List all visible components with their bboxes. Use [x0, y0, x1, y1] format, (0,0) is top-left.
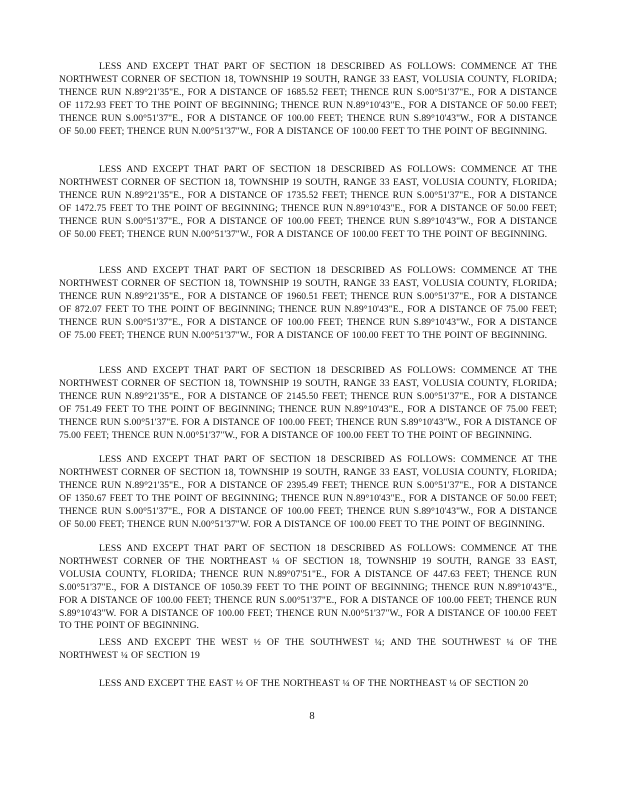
paragraph-8: LESS AND EXCEPT THE EAST ½ OF THE NORTHEAST ¼ OF THE NORTHEAST ¼ OF SECTION 20: [99, 678, 529, 689]
paragraph-4: LESS AND EXCEPT THAT PART OF SECTION 18 DESCRIBED AS FOLLOWS: COMMENCE AT THE NORTHWEST CORNER OF SECTION 18, TOWNSHIP 19 SOUTH, RANGE 33 EAST, VOLUSIA COUNTY, FLORIDA; THENCE RUN N.89°21'35"E., FOR A DISTANCE OF 2145.50 FEET; THENCE RUN S.00°51'37"E., FOR A DISTANCE OF 751.49 FEET TO THE POINT OF BEGINNING; THENCE RUN N.89°10'43"E., FOR A DISTANCE OF 75.00 FEET; THENCE RUN S.00°51'37"E. FOR A DISTANCE OF 100.00 FEET; THENCE RUN S.89°10'43"W., FOR A DISTANCE OF 75.00 FEET; THENCE RUN N.00°51'37"W., FOR A DISTANCE OF 100.00 FEET TO THE POINT OF BEGINNING.: [59, 365, 557, 441]
paragraph-6: LESS AND EXCEPT THAT PART OF SECTION 18 DESCRIBED AS FOLLOWS: COMMENCE AT THE NORTHWEST CORNER OF THE NORTHEAST ¼ OF SECTION 18, TOWNSHIP 19 SOUTH, RANGE 33 EAST, VOLUSIA COUNTY, FLORIDA; THENCE RUN N.89°07'51"E., FOR A DISTANCE OF 447.63 FEET; THENCE RUN S.00°51'37"E., FOR A DISTANCE OF 1050.39 FEET TO THE POINT OF BEGINNING; THENCE RUN N.89°10'43"E., FOR A DISTANCE OF 100.00 FEET; THENCE RUN S.00°51'37"E., FOR A DISTANCE OF 100.00 FEET; THENCE RUN S.89°10'43"W. FOR A DISTANCE OF 100.00 FEET; THENCE RUN N.00°51'37"W., FOR A DISTANCE OF 100.00 FEET TO THE POINT OF BEGINNING.: [59, 543, 557, 632]
paragraph-2: LESS AND EXCEPT THAT PART OF SECTION 18 DESCRIBED AS FOLLOWS: COMMENCE AT THE NORTHWEST CORNER OF SECTION 18, TOWNSHIP 19 SOUTH, RANGE 33 EAST, VOLUSIA COUNTY, FLORIDA; THENCE RUN N.89°21'35"E., FOR A DISTANCE OF 1735.52 FEET; THENCE RUN S.00°51'37"E., FOR A DISTANCE OF 1472.75 FEET TO THE POINT OF BEGINNING; THENCE RUN N.89°10'43"E., FOR A DISTANCE OF 50.00 FEET; THENCE RUN S.00°51'37"E., FOR A DISTANCE OF 100.00 FEET; THENCE RUN S.89°10'43"W., FOR A DISTANCE OF 50.00 FEET; THENCE RUN N.00°51'37"W., FOR A DISTANCE OF 100.00 FEET TO THE POINT OF BEGINNING.: [59, 164, 557, 240]
page-number: 8: [309, 711, 315, 722]
paragraph-3: LESS AND EXCEPT THAT PART OF SECTION 18 DESCRIBED AS FOLLOWS: COMMENCE AT THE NORTHWEST CORNER OF SECTION 18, TOWNSHIP 19 SOUTH, RANGE 33 EAST, VOLUSIA COUNTY, FLORIDA; THENCE RUN N.89°21'35"E., FOR A DISTANCE OF 1960.51 FEET; THENCE RUN S.00°51'37"E., FOR A DISTANCE OF 872.07 FEET TO THE POINT OF BEGINNING; THENCE RUN N.89°10'43"E., FOR A DISTANCE OF 75.00 FEET; THENCE RUN S.00°51'37"E., FOR A DISTANCE OF 100.00 FEET; THENCE RUN S.89°10'43"W., FOR A DISTANCE OF 75.00 FEET; THENCE RUN N.00°51'37"W., FOR A DISTANCE OF 100.00 FEET TO THE POINT OF BEGINNING.: [59, 265, 557, 341]
paragraph-5: LESS AND EXCEPT THAT PART OF SECTION 18 DESCRIBED AS FOLLOWS: COMMENCE AT THE NORTHWEST CORNER OF SECTION 18, TOWNSHIP 19 SOUTH, RANGE 33 EAST, VOLUSIA COUNTY, FLORIDA; THENCE RUN N.89°21'35"E., FOR A DISTANCE OF 2395.49 FEET; THENCE RUN S.00°51'37"E., FOR A DISTANCE OF 1350.67 FEET TO THE POINT OF BEGINNING; THENCE RUN N.89°10'43"E., FOR A DISTANCE OF 50.00 FEET; THENCE RUN S.00°51'37"E., FOR A DISTANCE OF 100.00 FEET; THENCE RUN S.89°10'43"W., FOR A DISTANCE OF 50.00 FEET; THENCE RUN N.00°51'37"W. FOR A DISTANCE OF 100.00 FEET TO THE POINT OF BEGINNING.: [59, 454, 557, 530]
paragraph-7: LESS AND EXCEPT THE WEST ½ OF THE SOUTHWEST ¼; AND THE SOUTHWEST ¼ OF THE NORTHWEST ¼ OF SECTION 19: [59, 637, 557, 661]
paragraph-1: LESS AND EXCEPT THAT PART OF SECTION 18 DESCRIBED AS FOLLOWS: COMMENCE AT THE NORTHWEST CORNER OF SECTION 18, TOWNSHIP 19 SOUTH, RANGE 33 EAST, VOLUSIA COUNTY, FLORIDA; THENCE RUN N.89°21'35"E., FOR A DISTANCE OF 1685.52 FEET; THENCE RUN S.00°51'37"E., FOR A DISTANCE OF 1172.93 FEET TO THE POINT OF BEGINNING; THENCE RUN N.89°10'43"E., FOR A DISTANCE OF 50.00 FEET; THENCE RUN S.00°51'37"E., FOR A DISTANCE OF 100.00 FEET; THENCE RUN S.89°10'43"W., FOR A DISTANCE OF 50.00 FEET; THENCE RUN N.00°51'37"W., FOR A DISTANCE OF 100.00 FEET TO THE POINT OF BEGINNING.: [59, 61, 557, 137]
